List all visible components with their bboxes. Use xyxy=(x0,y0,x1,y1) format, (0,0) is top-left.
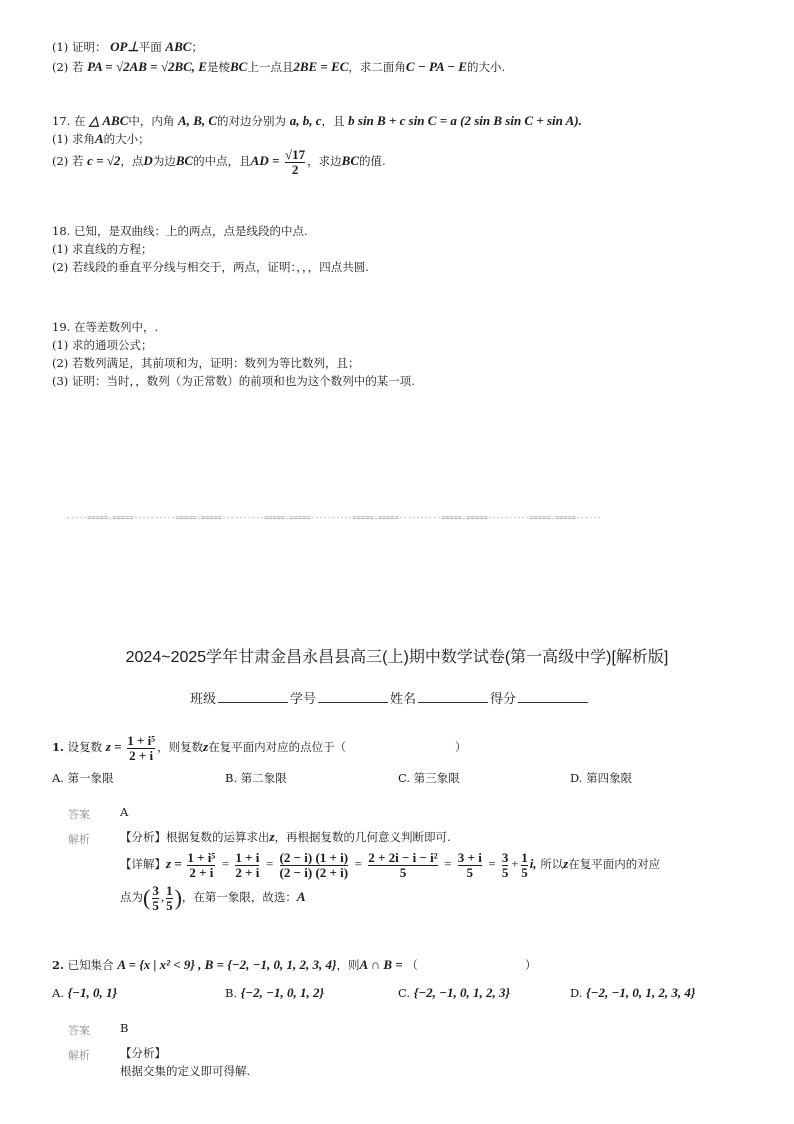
p2-option-a[interactable]: A. {−1, 0, 1} xyxy=(52,985,118,1000)
p2-answer: B xyxy=(120,1021,129,1035)
score-field[interactable] xyxy=(518,691,588,703)
p2-analysis-label: 解析 xyxy=(68,1050,90,1062)
q19-part3: (3) 证明：当时，，数列（为正常数）的前项和也为这个数列中的某一项. xyxy=(52,374,415,388)
fraction-ad: $\frac{√17}{2}$ xyxy=(285,146,306,177)
class-field[interactable] xyxy=(218,691,288,703)
p1-analysis-label: 解析 xyxy=(68,834,90,846)
q19-part2: (2) 若数列满足，其前项和为，证明：数列为等比数列，且； xyxy=(52,356,360,370)
p2-option-d[interactable]: D. {−2, −1, 0, 1, 2, 3, 4} xyxy=(570,985,696,1000)
page-title: 2024~2025学年甘肃金昌永昌县高三(上)期中数学试卷(第一高级中学)[解析版] xyxy=(125,649,669,666)
q19-stem: 19. 在等差数列中，. xyxy=(52,320,159,334)
p2-analysis-tag: 【分析】 xyxy=(120,1046,166,1060)
name-field[interactable] xyxy=(418,691,488,703)
q18-part1: (1) 求直线的方程； xyxy=(52,242,153,256)
p2-stem: 2. 已知集合 A = {x | x² < 9} , B = {−2, −1, 0, 1, 2, 3, 4}，则A ∩ B = （ xyxy=(52,957,418,972)
p1-option-a[interactable]: A. 第一象限 xyxy=(52,771,114,785)
q18-stem: 18. 已知，是双曲线：上的两点，点是线段的中点. xyxy=(52,224,308,238)
p1-answer-label: 答案 xyxy=(68,809,90,821)
p2-answer-label: 答案 xyxy=(68,1025,90,1037)
id-field[interactable] xyxy=(318,691,388,703)
p1-stem: 1. 设复数 z = $\frac{\text{1 + i⁵}}{2 + i}$ ，则复数z在复平面内对应的点位于（ xyxy=(52,732,347,763)
id-label: 学号 xyxy=(290,691,317,706)
p1-detail-line2: 点为( $\frac{3}{5}$ , $\frac{1}{5}$ )，在第一象限，故选：A xyxy=(120,882,306,913)
q17-stem: 17. 在 △ ABC中，内角 A, B, C的对边分别为 a, b, c，且 b sin B + c sin C = a (2 sin B sin C + sin A). xyxy=(52,113,582,128)
p1-option-c[interactable]: C. 第三象限 xyxy=(398,771,460,785)
score-label: 得分 xyxy=(490,691,517,706)
p1-analysis-line1: 【分析】根据复数的运算求出z，再根据复数的几何意义判断即可. xyxy=(120,829,451,844)
q19-part1: (1) 求的通项公式； xyxy=(52,338,153,352)
p1-detail-line: 【详解】z = $\frac{\text{1 + i⁵}}{2 + i}$ = $\frac{1 + i}{2 + i}$ = $\frac{(2 - i) (1 + i)}{(2 - i) (2 + i)}$ = $\frac{\text{2 + 2i − i − i²}}{5}$ = $\frac{3 + i}{5}$ = $\frac{3}{5}$ + $\frac{1}{5}$ i, 所以z在复平面内的对应 xyxy=(120,849,661,880)
p1-option-b[interactable]: B. 第二象限 xyxy=(225,771,287,785)
q17-part2: (2) 若 c = √2，点D为边BC的中点，且AD = $\frac{√17}{2}$ ，求边BC的值. xyxy=(52,146,386,177)
student-info-fields xyxy=(190,688,590,707)
page-divider: -----=====☆=====----------=====☆=====----------=====☆=====----------=====☆=====----------=====☆=====----------=====☆=====------ xyxy=(66,514,602,522)
p1-close-paren: ） xyxy=(455,740,467,754)
p2-option-b[interactable]: B. {−2, −1, 0, 1, 2} xyxy=(225,985,325,1000)
p2-close-paren: ） xyxy=(525,958,537,972)
q18-part2: (2) 若线段的垂直平分线与相交于，两点，证明：，，，四点共圆. xyxy=(52,260,369,274)
class-label: 班级 xyxy=(190,691,217,706)
p2-option-c[interactable]: C. {−2, −1, 0, 1, 2, 3} xyxy=(398,985,511,1000)
q17-part1: (1) 求角A的大小； xyxy=(52,131,150,146)
name-label: 姓名 xyxy=(390,691,417,706)
q16-part1: (1) 证明： OP⊥平面 ABC； xyxy=(52,39,203,54)
q16-part2: (2) 若 PA = √2AB = √2BC, E是棱BC上一点且2BE = EC，求二面角C − PA − E的大小. xyxy=(52,59,506,74)
fraction-z: $\frac{\text{1 + i⁵}}{2 + i}$ xyxy=(127,732,156,763)
p1-option-d[interactable]: D. 第四象限 xyxy=(570,771,633,785)
p2-analysis-text: 根据交集的定义即可得解. xyxy=(120,1064,251,1078)
p1-answer: A xyxy=(120,805,129,819)
